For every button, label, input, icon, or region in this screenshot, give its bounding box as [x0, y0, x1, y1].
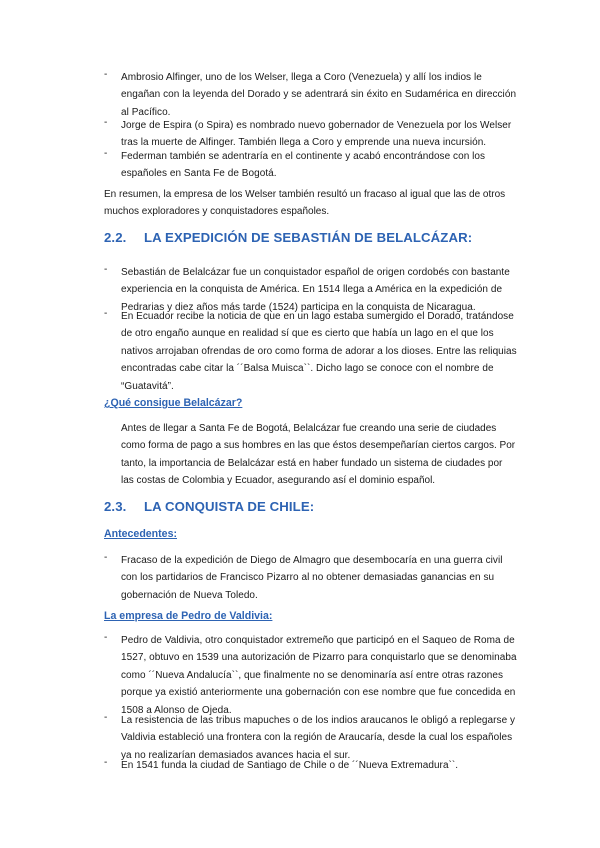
list-item-text: Federman también se adentraría en el continente y acabó encontrándose con los españoles en Santa Fe de Bogotá.	[121, 151, 486, 180]
list-item	[104, 632, 519, 719]
bullet-dash: -	[104, 632, 108, 643]
list-item-text: Fracaso de la expedición de Diego de Almagro que desembocaría en una guerra civil con los partidarios de Francisco Pizarro al no obtener demasiadas ganancias en su gobernación de Nueva Toledo.	[121, 555, 503, 601]
list-item	[104, 148, 519, 183]
subheading-antecedentes: Antecedentes:	[104, 528, 177, 540]
section-heading	[104, 499, 314, 514]
bullet-dash: -	[104, 712, 108, 723]
list-item-text: La resistencia de las tribus mapuches o de los indios araucanos le obligó a replegarse y Valdivia estableció una frontera con la región de Araucaría, desde la cual los españoles ya no realizarían demasiados avances hacia el sur.	[121, 715, 516, 761]
list-item	[104, 69, 519, 121]
subheading-valdivia: La empresa de Pedro de Valdivia:	[104, 610, 273, 622]
section-title: LA CONQUISTA DE CHILE:	[144, 499, 315, 514]
list-item-text: En 1541 funda la ciudad de Santiago de Chile o de ´´Nueva Extremadura``.	[121, 760, 459, 771]
list-item-text: Sebastián de Belalcázar fue un conquistador español de origen cordobés con bastante experiencia en la conquista de América. En 1514 llega a América en la expedición de Pedrarias y diez años más tarde (1524) participa en la conquista de Nicaragua.	[121, 267, 510, 313]
subheading-belalcazar: ¿Qué consigue Belalcázar?	[104, 397, 243, 409]
belalcazar-paragraph: Antes de llegar a Santa Fe de Bogotá, Belalcázar fue creando una serie de ciudades como forma de pago a sus hombres en las que éstos desempeñarían ciertos cargos. Por tanto, la importancia de Belalcázar está en haber fundado un sistema de ciudades por las costas de Colombia y Ecuador, asegurando así el dominio español.	[121, 423, 516, 487]
bullet-dash: -	[104, 308, 108, 319]
list-item	[104, 308, 519, 395]
section-number: 2.2.	[104, 230, 127, 245]
list-item-text: Jorge de Espira (o Spira) es nombrado nuevo gobernador de Venezuela por los Welser tras la muerte de Alfinger. También llega a Coro y emprende una nueva incursión.	[121, 120, 512, 149]
list-item	[104, 552, 519, 604]
bullet-dash: -	[104, 264, 108, 275]
bullet-dash: -	[104, 757, 108, 768]
list-item-text: Ambrosio Alfinger, uno de los Welser, llega a Coro (Venezuela) y allí los indios le engañan con la leyenda del Dorado y se adentrará sin éxito en Sudamérica en dirección al Pacífico.	[121, 72, 517, 118]
bullet-dash: -	[104, 148, 108, 159]
section-heading	[104, 230, 472, 245]
bullet-dash: -	[104, 69, 108, 80]
list-item	[104, 117, 519, 152]
section-title: LA EXPEDICIÓN DE SEBASTIÁN DE BELALCÁZAR:	[144, 230, 473, 245]
list-item	[104, 757, 519, 774]
section-number: 2.3.	[104, 499, 127, 514]
summary-paragraph: En resumen, la empresa de los Welser también resultó un fracaso al igual que las de otros muchos exploradores y conquistadores españoles.	[104, 189, 506, 218]
list-item-text: Pedro de Valdivia, otro conquistador extremeño que participó en el Saqueo de Roma de 1527, obtuvo en 1539 una autorización de Pizarro para conquistarlo que se denominaba como ´´Nueva Andalucía``, que finalmente no se denominaría así entre otras razones porque ya existió anteriormente una gobernación con ese nombre que fue concedida en 1508 a Alonso de Ojeda.	[121, 635, 517, 716]
bullet-dash: -	[104, 117, 108, 128]
bullet-dash: -	[104, 552, 108, 563]
list-item-text: En Ecuador recibe la noticia de que en un lago estaba sumergido el Dorado, tratándose de otro engaño aunque en realidad sí que es cierto que había un lago en el que los nativos arrojaban ofrendas de oro como forma de adorar a los dioses. Entre las reliquias encontradas cabe citar la ´´Balsa Muisca``. Dicho lago se conoce con el nombre de “Guatavitá”.	[121, 311, 517, 392]
